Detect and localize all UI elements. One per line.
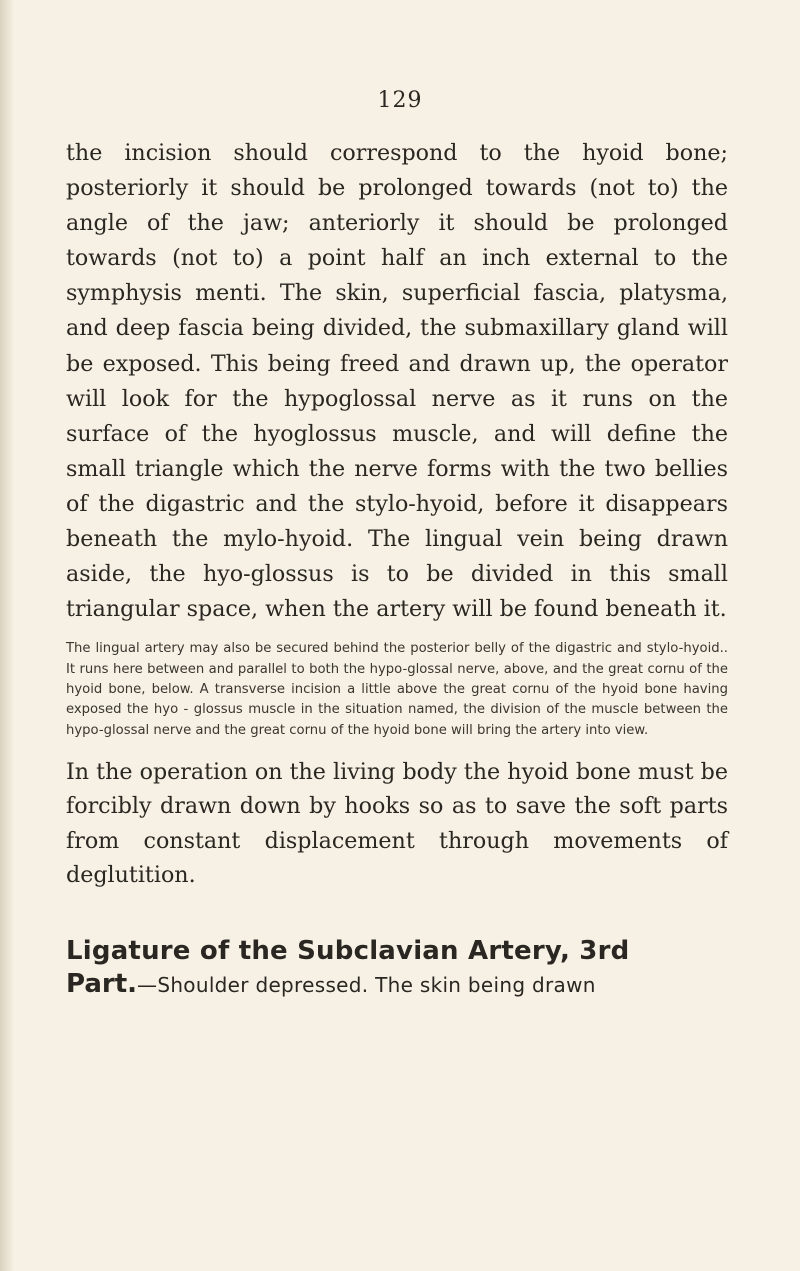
page-edge-shadow xyxy=(0,0,14,1271)
page-body xyxy=(66,136,728,1001)
page-number: 129 xyxy=(377,88,423,113)
section-text: —Shoulder depressed. The skin being drawn xyxy=(137,972,596,997)
section-heading: Ligature of the Subclavian Artery, 3rd xyxy=(66,935,630,966)
section-heading-continued: Part. xyxy=(66,968,138,999)
footnote-paragraph: The lingual artery may also be secured behind the posterior belly of the digastric and stylo-hyoid.. It runs here between and parallel to both the hypo-glossal nerve, above, and the great cornu of the hyoid bone, below. A transverse incision a little above the great cornu of the hyoid bone having exposed the hyo - glossus muscle in the situation named, the division of the muscle between the hypo-glossal nerve and the great cornu of the hyoid bone will bring the artery into view. xyxy=(66,641,728,738)
main-paragraph: the incision should correspond to the hyoid bone; posteriorly it should be prolonged towards (not to) the angle of the jaw; anteriorly it should be prolonged towards (not to) a point half an inch external to the symphysis menti. The skin, superficial fascia, platysma, and deep fascia being divided, the submaxillary gland will be exposed. This being freed and drawn up, the operator will look for the hypoglossal nerve as it runs on the surface of the hyoglossus muscle, and will define the small triangle which the nerve forms with the two bellies of the digastric and the stylo-hyoid, before it disappears beneath the mylo-hyoid. The lingual vein being drawn aside, the hyo-glossus is to be divided in this small triangular space, when the artery will be found beneath it. xyxy=(66,140,728,623)
section-start xyxy=(66,935,728,1001)
operation-paragraph: In the operation on the living body the hyoid bone must be forcibly drawn down by hooks so as to save the soft parts from constant displacement through movements of deglutition. xyxy=(66,758,728,889)
